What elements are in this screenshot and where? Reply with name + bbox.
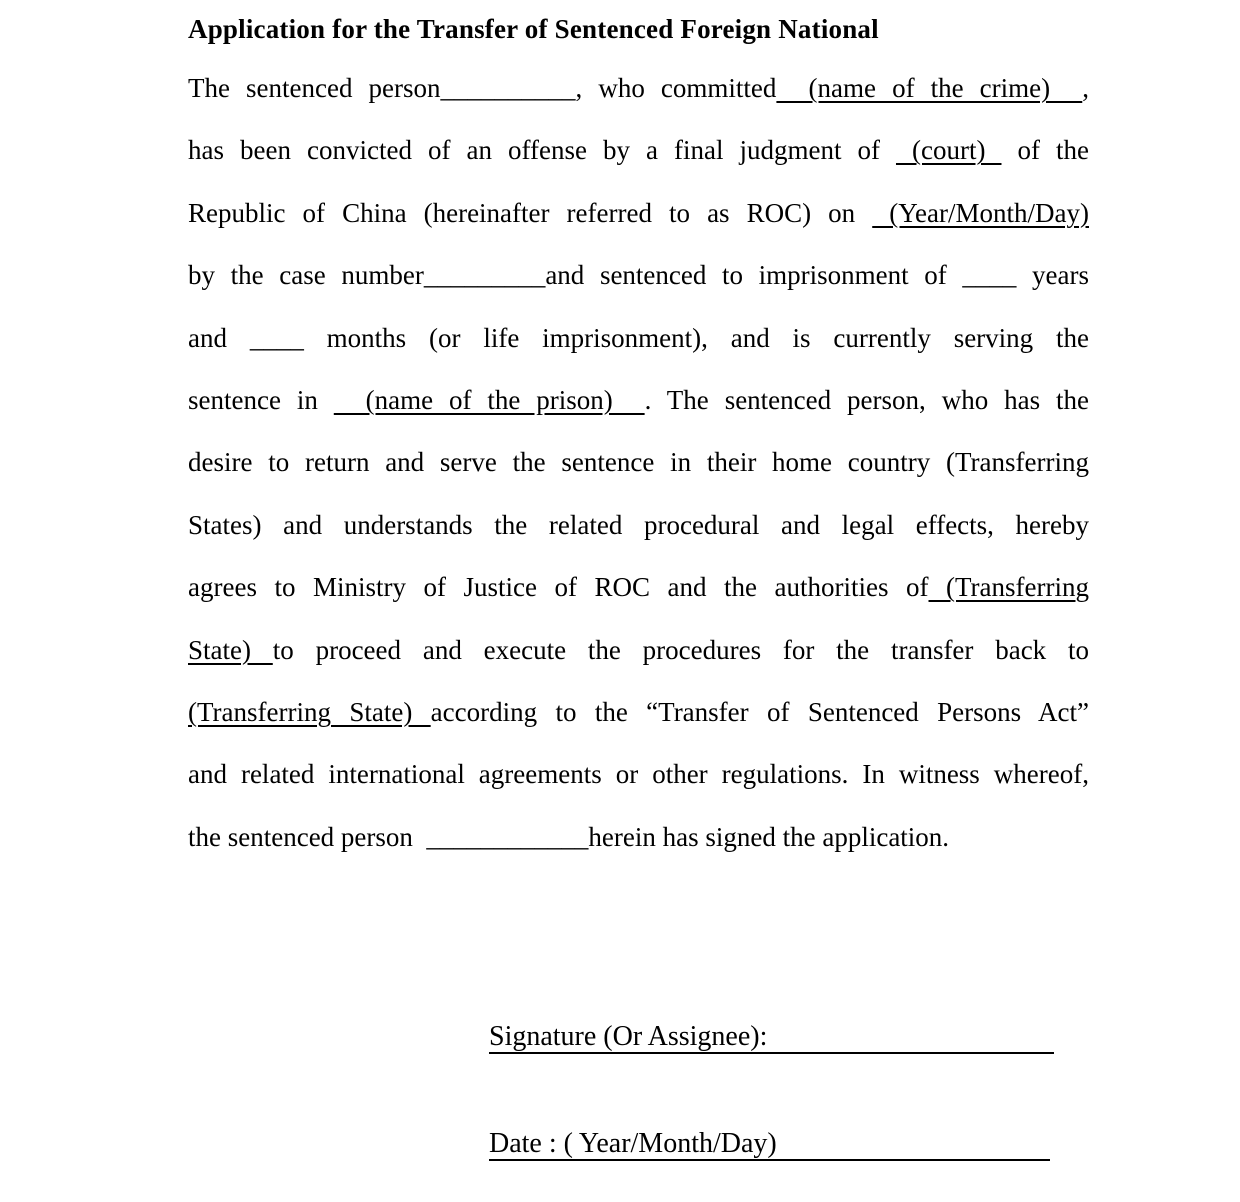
- underlined-placeholder: State): [188, 634, 273, 665]
- blank-field: ____: [249, 322, 304, 353]
- blank-field: ____________: [426, 821, 589, 852]
- paragraph-line: [188, 369, 1089, 431]
- text-run: according to the “Transfer of Sentenced Persons Act”: [430, 696, 1089, 727]
- paragraph-line: [188, 119, 1089, 181]
- paragraph-line: [188, 307, 1089, 369]
- underlined-placeholder: (Transferring: [928, 572, 1089, 603]
- date-line: [489, 1129, 1050, 1161]
- text-run: years: [1016, 260, 1090, 291]
- paragraph-line: [188, 681, 1089, 743]
- text-run: ,: [1082, 73, 1090, 103]
- paragraph-line: [188, 494, 1089, 556]
- text-run: and related international agreements or other regulations. In witness whereof,: [188, 759, 1089, 790]
- text-run: to proceed and execute the procedures for the transfer back to: [272, 634, 1089, 665]
- paragraph-line: [188, 743, 1089, 805]
- text-run: months (or life imprisonment), and is currently serving the: [303, 322, 1089, 353]
- signature-line: [489, 1022, 1054, 1054]
- text-run: agrees to Ministry of Justice of ROC and the authorities of: [188, 572, 929, 603]
- date-label: Date : ( Year/Month/Day): [489, 1128, 777, 1159]
- text-run: by the case number: [188, 260, 424, 291]
- text-run: . The sentenced person, who has the: [644, 384, 1090, 415]
- text-run: has been convicted of an offense by a final judgment of: [188, 135, 896, 166]
- underlined-placeholder: (Transferring State): [188, 696, 431, 727]
- text-run: of the: [1001, 135, 1089, 166]
- paragraph: [188, 57, 1089, 868]
- text-run: , who committed: [575, 73, 777, 103]
- blank-field: _________: [423, 260, 546, 291]
- text-run: States) and understands the related procedural and legal effects, hereby: [188, 509, 1089, 540]
- blank-field: __________: [440, 73, 576, 103]
- paragraph-line: [188, 57, 1089, 119]
- underlined-placeholder: (name of the prison): [333, 384, 645, 415]
- text-run: Republic of China (hereinafter referred to as ROC) on: [188, 197, 873, 228]
- text-run: sentence in: [188, 384, 334, 415]
- text-run: herein has signed the application.: [588, 821, 950, 852]
- underlined-placeholder: (court): [895, 135, 1002, 166]
- signature-label: Signature (Or Assignee):: [489, 1021, 768, 1052]
- paragraph-line: [188, 244, 1089, 306]
- paragraph-line: [188, 619, 1089, 681]
- paragraph-line: [188, 806, 1089, 868]
- text-run: and: [188, 322, 250, 353]
- paragraph-line: [188, 431, 1089, 493]
- text-run: the sentenced person: [188, 821, 427, 852]
- document-title: Application for the Transfer of Sentenced Foreign National: [188, 14, 879, 44]
- paragraph-line: [188, 182, 1089, 244]
- text-run: desire to return and serve the sentence in their home country (Transferring: [188, 447, 1089, 478]
- blank-field: ____: [962, 260, 1017, 291]
- underlined-placeholder: (name of the crime): [776, 73, 1083, 103]
- text-run: The sentenced person: [188, 73, 441, 103]
- paragraph-line: [188, 556, 1089, 618]
- underlined-placeholder: (Year/Month/Day): [872, 197, 1089, 228]
- text-run: and sentenced to imprisonment of: [545, 260, 963, 291]
